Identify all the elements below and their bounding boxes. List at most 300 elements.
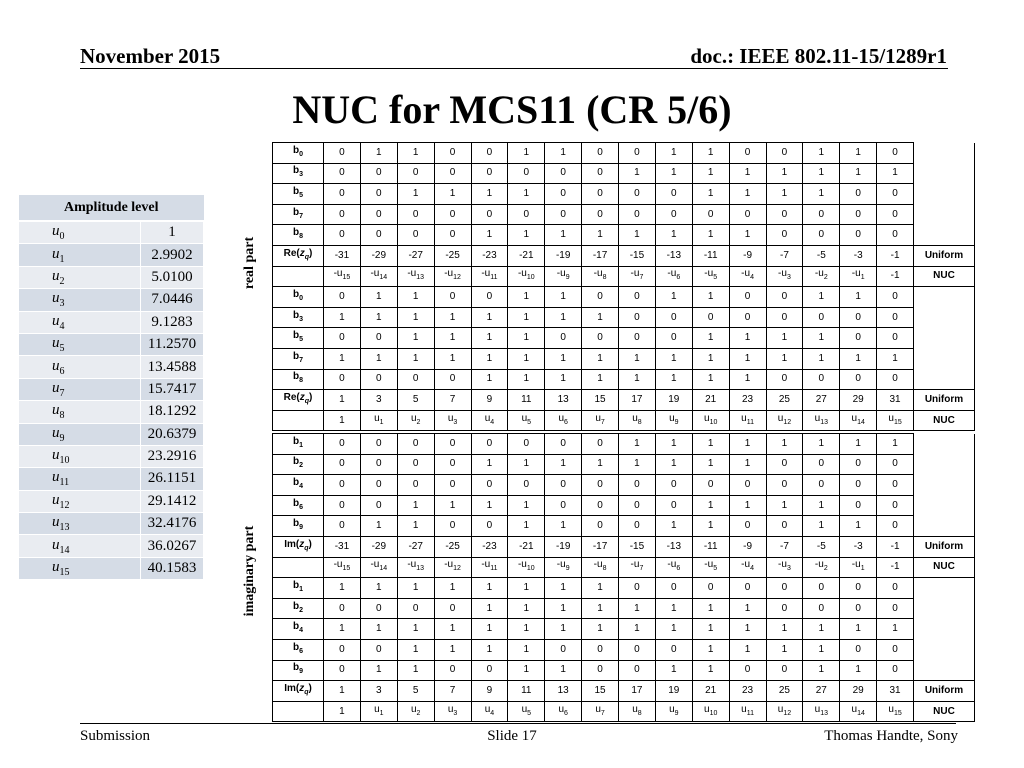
- imag-table-cell: 0: [619, 578, 656, 599]
- real-table-cell: -31: [324, 245, 361, 266]
- real-table-cell: 1: [508, 369, 545, 390]
- header-divider: [80, 68, 948, 69]
- imag-table-cell: 1: [545, 660, 582, 681]
- imag-table-mapping-type: [914, 434, 975, 455]
- real-table-cell: 0: [582, 184, 619, 205]
- real-table-cell: 17: [619, 390, 656, 411]
- real-table-cell: 1: [471, 328, 508, 349]
- real-table-cell: 1: [508, 184, 545, 205]
- real-table-cell: 1: [766, 328, 803, 349]
- imag-table-cell: 1: [803, 495, 840, 516]
- imag-table-cell: -21: [508, 536, 545, 557]
- imag-table-cell: 1: [324, 701, 361, 722]
- imag-table-cell: 1: [692, 619, 729, 640]
- imag-table-cell: $u_{10}$: [692, 701, 729, 722]
- real-part-label: real part: [242, 236, 257, 290]
- imag-table-cell: 0: [582, 516, 619, 537]
- real-table-row: [273, 369, 975, 390]
- imag-table-cell: 0: [619, 495, 656, 516]
- imag-table-cell: $u_6$: [545, 701, 582, 722]
- real-table-cell: 0: [582, 163, 619, 184]
- imag-table-cell: 1: [545, 598, 582, 619]
- real-table-cell: 1: [840, 143, 877, 164]
- real-table-cell: 0: [692, 204, 729, 225]
- imag-table-cell: 0: [729, 578, 766, 599]
- imag-table-row: [273, 536, 975, 557]
- imag-table-cell: $-u_{11}$: [471, 557, 508, 578]
- real-table-mapping-type: [914, 225, 975, 246]
- real-table-cell: 1: [545, 369, 582, 390]
- imag-table-cell: 0: [655, 475, 692, 496]
- imag-table-row: [273, 660, 975, 681]
- imag-table-cell: 1: [692, 598, 729, 619]
- real-table-cell: 1: [397, 328, 434, 349]
- real-table-cell: 0: [803, 307, 840, 328]
- imag-table-cell: $-u_6$: [655, 557, 692, 578]
- imag-table-cell: $u_2$: [397, 701, 434, 722]
- imag-table-cell: -1: [877, 536, 914, 557]
- real-table-cell: 0: [397, 225, 434, 246]
- imag-table-cell: 1: [508, 660, 545, 681]
- imag-table-cell: 0: [840, 639, 877, 660]
- real-table-cell: 1: [766, 163, 803, 184]
- real-table-row: [273, 328, 975, 349]
- real-table-cell: 3: [360, 390, 397, 411]
- amplitude-symbol: $u_{12}$: [19, 490, 141, 512]
- amplitude-value: 2.9902: [141, 244, 204, 266]
- real-table-cell: 1: [692, 225, 729, 246]
- real-table-cell: 0: [840, 328, 877, 349]
- real-table-cell: 9: [471, 390, 508, 411]
- real-table-cell: 19: [655, 390, 692, 411]
- real-table-cell: 1: [803, 184, 840, 205]
- imag-table-row-label: $b_2$: [273, 454, 324, 475]
- amplitude-row: [19, 289, 204, 311]
- imag-table-row: [273, 639, 975, 660]
- amplitude-symbol: $u_{15}$: [19, 557, 141, 579]
- real-table-cell: 0: [877, 287, 914, 308]
- imag-table-mapping-type: NUC: [914, 701, 975, 722]
- imag-table-cell: -13: [655, 536, 692, 557]
- real-table-cell: -15: [619, 245, 656, 266]
- imag-table-cell: 1: [397, 639, 434, 660]
- imag-table-cell: 1: [360, 660, 397, 681]
- imag-table-cell: 1: [729, 598, 766, 619]
- real-table-cell: 1: [803, 328, 840, 349]
- imag-table-cell: $u_7$: [582, 701, 619, 722]
- imag-table-row: [273, 701, 975, 722]
- imag-table-cell: $u_5$: [508, 701, 545, 722]
- real-table-cell: 1: [397, 287, 434, 308]
- imag-table-cell: 0: [324, 495, 361, 516]
- imag-table-cell: 0: [397, 475, 434, 496]
- real-table-cell: -19: [545, 245, 582, 266]
- imag-table-cell: 0: [729, 660, 766, 681]
- imag-table-cell: 0: [692, 578, 729, 599]
- real-table-cell: 1: [545, 143, 582, 164]
- amplitude-row: [19, 445, 204, 467]
- real-table-cell: $u_1$: [360, 410, 397, 431]
- real-table-cell: 0: [803, 204, 840, 225]
- imag-table-row: [273, 516, 975, 537]
- imag-table-cell: 0: [582, 434, 619, 455]
- imag-table-row-label: $b_1$: [273, 578, 324, 599]
- real-table-mapping-type: Uniform: [914, 390, 975, 411]
- header-doc-id: doc.: IEEE 802.11-15/1289r1: [690, 44, 947, 68]
- real-table-cell: 0: [582, 204, 619, 225]
- amplitude-value: 26.1151: [141, 468, 204, 490]
- imag-table-cell: 0: [471, 516, 508, 537]
- real-table-cell: 0: [619, 184, 656, 205]
- imag-table-cell: 0: [434, 598, 471, 619]
- amplitude-symbol: $u_3$: [19, 289, 141, 311]
- real-table-cell: 0: [582, 143, 619, 164]
- imag-table-cell: 0: [877, 578, 914, 599]
- imag-table-cell: 0: [582, 495, 619, 516]
- real-table-cell: 1: [729, 328, 766, 349]
- real-table-cell: 1: [471, 348, 508, 369]
- real-table-cell: 1: [434, 307, 471, 328]
- imag-table-cell: 1: [582, 578, 619, 599]
- amplitude-value: 32.4176: [141, 513, 204, 535]
- real-table-cell: 0: [360, 184, 397, 205]
- real-table-cell: 0: [360, 328, 397, 349]
- imag-table-cell: 0: [840, 454, 877, 475]
- imag-table-cell: 1: [840, 660, 877, 681]
- real-table-cell: 0: [655, 328, 692, 349]
- real-table-cell: 1: [545, 348, 582, 369]
- real-table-cell: 0: [877, 184, 914, 205]
- real-table-cell: 1: [397, 184, 434, 205]
- imag-table-row: [273, 557, 975, 578]
- real-table-row: [273, 410, 975, 431]
- real-table-mapping-type: [914, 184, 975, 205]
- imag-table-cell: 0: [324, 639, 361, 660]
- imag-table-cell: 0: [803, 598, 840, 619]
- real-table-row-label: $b_3$: [273, 163, 324, 184]
- imag-table-cell: 0: [729, 516, 766, 537]
- imaginary-part-label: imaginary part: [242, 525, 257, 617]
- real-table-cell: 0: [545, 328, 582, 349]
- real-table-cell: 0: [729, 287, 766, 308]
- imag-table-cell: 1: [803, 639, 840, 660]
- real-table-cell: $u_8$: [619, 410, 656, 431]
- amplitude-value: 13.4588: [141, 356, 204, 378]
- real-table-cell: 1: [840, 287, 877, 308]
- imag-table-cell: 1: [324, 619, 361, 640]
- imag-table-cell: 0: [840, 475, 877, 496]
- real-table-row-label: $b_0$: [273, 143, 324, 164]
- real-table-cell: 31: [877, 390, 914, 411]
- real-table-mapping-type: [914, 163, 975, 184]
- real-table-row-label: $b_7$: [273, 348, 324, 369]
- imag-table-cell: 29: [840, 681, 877, 702]
- imag-table-cell: -23: [471, 536, 508, 557]
- real-table-cell: 0: [655, 307, 692, 328]
- real-table-cell: $u_6$: [545, 410, 582, 431]
- imag-table-cell: 3: [360, 681, 397, 702]
- real-table-mapping-type: [914, 348, 975, 369]
- imag-table-cell: 1: [582, 598, 619, 619]
- real-table-cell: 5: [397, 390, 434, 411]
- imag-table-cell: 0: [877, 495, 914, 516]
- real-table-cell: 1: [324, 410, 361, 431]
- real-table-cell: 1: [434, 348, 471, 369]
- real-table-cell: 1: [619, 225, 656, 246]
- real-table-cell: 0: [803, 369, 840, 390]
- real-table-cell: -1: [877, 245, 914, 266]
- imag-table-cell: 1: [729, 639, 766, 660]
- imag-table-cell: 0: [803, 475, 840, 496]
- real-table-cell: 1: [655, 287, 692, 308]
- imag-table-cell: 0: [877, 516, 914, 537]
- real-table-cell: 1: [877, 163, 914, 184]
- imag-table-cell: 1: [619, 598, 656, 619]
- amplitude-row: [19, 378, 204, 400]
- real-table-cell: 1: [582, 307, 619, 328]
- imag-table-mapping-type: [914, 598, 975, 619]
- imag-table-cell: 0: [840, 578, 877, 599]
- imag-table-cell: 1: [545, 578, 582, 599]
- real-table-cell: 1: [471, 225, 508, 246]
- amplitude-value: 7.0446: [141, 289, 204, 311]
- amplitude-row: [19, 423, 204, 445]
- amplitude-value: 1: [141, 221, 204, 244]
- imag-table-cell: 0: [582, 639, 619, 660]
- real-table-cell: 0: [766, 225, 803, 246]
- real-table-cell: 0: [324, 143, 361, 164]
- imag-table-cell: $-u_9$: [545, 557, 582, 578]
- imag-table-cell: 0: [397, 454, 434, 475]
- imag-table-cell: $-u_1$: [840, 557, 877, 578]
- amplitude-row: [19, 311, 204, 333]
- real-table-cell: $u_{12}$: [766, 410, 803, 431]
- imag-table-row-label: $b_2$: [273, 598, 324, 619]
- imag-table-cell: 1: [545, 619, 582, 640]
- amplitude-symbol: $u_{13}$: [19, 513, 141, 535]
- real-table-cell: 11: [508, 390, 545, 411]
- imag-table-cell: 0: [766, 475, 803, 496]
- real-table-cell: 1: [508, 287, 545, 308]
- imag-table-cell: 1: [545, 454, 582, 475]
- imag-table-cell: 0: [877, 475, 914, 496]
- imag-table-cell: $u_8$: [619, 701, 656, 722]
- imag-table-cell: 1: [655, 454, 692, 475]
- imag-table-cell: 0: [766, 578, 803, 599]
- imag-table-cell: $-u_8$: [582, 557, 619, 578]
- real-table-row-label: $b_3$: [273, 307, 324, 328]
- real-part-mapping-table: [272, 142, 975, 431]
- real-table-row: [273, 307, 975, 328]
- amplitude-value: 23.2916: [141, 445, 204, 467]
- real-table-cell: $u_5$: [508, 410, 545, 431]
- imag-table-cell: 1: [766, 495, 803, 516]
- imag-table-cell: 1: [360, 578, 397, 599]
- imag-table-cell: 1: [508, 619, 545, 640]
- imag-table-cell: 0: [877, 598, 914, 619]
- imag-table-cell: 1: [508, 454, 545, 475]
- imag-table-cell: 0: [360, 434, 397, 455]
- real-table-cell: 1: [582, 369, 619, 390]
- real-table-row-label: $b_8$: [273, 225, 324, 246]
- imag-table-cell: 1: [582, 619, 619, 640]
- real-table-cell: 0: [877, 225, 914, 246]
- imag-table-row-label: $b_6$: [273, 495, 324, 516]
- real-table-cell: 0: [434, 225, 471, 246]
- amplitude-symbol: $u_{11}$: [19, 468, 141, 490]
- real-table-row-label: $b_0$: [273, 287, 324, 308]
- real-table-cell: 1: [729, 163, 766, 184]
- real-table-cell: $-u_6$: [655, 266, 692, 287]
- amplitude-symbol: $u_8$: [19, 401, 141, 423]
- imag-table-cell: -31: [324, 536, 361, 557]
- real-table-cell: 0: [324, 328, 361, 349]
- imag-table-mapping-type: NUC: [914, 557, 975, 578]
- imag-table-cell: -5: [803, 536, 840, 557]
- imag-table-cell: -11: [692, 536, 729, 557]
- real-table-cell: 0: [324, 225, 361, 246]
- real-table-cell: 0: [434, 143, 471, 164]
- imag-table-cell: 0: [545, 639, 582, 660]
- imag-table-cell: 1: [619, 454, 656, 475]
- real-table-cell: -27: [397, 245, 434, 266]
- real-table-cell: 1: [360, 348, 397, 369]
- imag-table-cell: 0: [434, 475, 471, 496]
- real-table-cell: 1: [360, 287, 397, 308]
- real-table-cell: 0: [582, 328, 619, 349]
- real-table-cell: 1: [692, 184, 729, 205]
- imag-table-mapping-type: [914, 660, 975, 681]
- real-table-cell: 0: [434, 163, 471, 184]
- amplitude-row: [19, 535, 204, 557]
- real-table-cell: $-u_9$: [545, 266, 582, 287]
- real-table-cell: 0: [324, 204, 361, 225]
- imag-table-cell: 1: [803, 619, 840, 640]
- real-table-cell: -13: [655, 245, 692, 266]
- real-table-cell: $-u_{13}$: [397, 266, 434, 287]
- real-table-cell: 0: [877, 143, 914, 164]
- imag-table-cell: 1: [877, 434, 914, 455]
- imag-table-cell: 0: [582, 660, 619, 681]
- real-table-cell: 0: [324, 163, 361, 184]
- imag-table-cell: 1: [360, 619, 397, 640]
- real-table-row-label: [273, 410, 324, 431]
- footer-submission: Submission: [80, 728, 151, 744]
- imag-table-cell: 0: [766, 598, 803, 619]
- real-table-mapping-type: [914, 328, 975, 349]
- imag-table-cell: 1: [655, 516, 692, 537]
- imag-table-cell: 0: [508, 475, 545, 496]
- imag-table-cell: 0: [877, 454, 914, 475]
- imag-table-cell: 19: [655, 681, 692, 702]
- imag-table-cell: 0: [324, 475, 361, 496]
- imag-table-row-label: $Im(z_q)$: [273, 681, 324, 702]
- imag-table-cell: 1: [582, 454, 619, 475]
- imag-table-cell: $u_1$: [360, 701, 397, 722]
- imag-table-row-label: $b_9$: [273, 660, 324, 681]
- imag-table-cell: 1: [471, 639, 508, 660]
- imag-table-cell: 1: [434, 639, 471, 660]
- real-table-cell: $-u_8$: [582, 266, 619, 287]
- real-table-cell: 0: [877, 307, 914, 328]
- real-table-cell: 1: [619, 163, 656, 184]
- real-table-cell: 1: [655, 225, 692, 246]
- imag-table-cell: 7: [434, 681, 471, 702]
- real-table-row-label: $Re(z_q)$: [273, 245, 324, 266]
- imag-table-cell: 1: [545, 516, 582, 537]
- real-table-cell: 1: [729, 225, 766, 246]
- imag-table-row: [273, 619, 975, 640]
- real-table-cell: 1: [471, 184, 508, 205]
- imag-table-cell: 1: [766, 639, 803, 660]
- imag-table-cell: 0: [397, 434, 434, 455]
- real-table-cell: 1: [545, 287, 582, 308]
- imag-table-cell: 1: [508, 598, 545, 619]
- real-table-cell: 0: [360, 369, 397, 390]
- real-table-cell: 0: [508, 163, 545, 184]
- imag-table-cell: 0: [877, 660, 914, 681]
- real-table-cell: 1: [729, 184, 766, 205]
- imag-table-cell: 1: [766, 434, 803, 455]
- amplitude-table-heading: Amplitude level: [19, 195, 204, 221]
- imag-table-cell: 1: [655, 598, 692, 619]
- amplitude-symbol: $u_5$: [19, 333, 141, 355]
- imag-table-cell: 0: [766, 516, 803, 537]
- real-table-cell: $u_9$: [655, 410, 692, 431]
- real-table-cell: $-u_7$: [619, 266, 656, 287]
- amplitude-row: [19, 557, 204, 579]
- real-table-cell: 0: [766, 204, 803, 225]
- real-table-cell: 0: [582, 287, 619, 308]
- imag-table-cell: 0: [434, 516, 471, 537]
- real-table-cell: -17: [582, 245, 619, 266]
- real-table-cell: 1: [545, 307, 582, 328]
- imag-table-cell: -25: [434, 536, 471, 557]
- amplitude-symbol: $u_{10}$: [19, 445, 141, 467]
- amplitude-row: [19, 266, 204, 288]
- imag-table-cell: 1: [471, 619, 508, 640]
- real-table-cell: 1: [692, 143, 729, 164]
- real-table-row-label: $b_5$: [273, 328, 324, 349]
- real-table-cell: 0: [545, 184, 582, 205]
- imag-table-cell: 1: [397, 619, 434, 640]
- real-table-cell: 1: [766, 348, 803, 369]
- real-table-cell: 0: [766, 287, 803, 308]
- imag-table-row: [273, 598, 975, 619]
- imag-table-cell: $u_{13}$: [803, 701, 840, 722]
- imag-table-mapping-type: [914, 516, 975, 537]
- imag-table-cell: -19: [545, 536, 582, 557]
- real-table-cell: 0: [619, 143, 656, 164]
- real-table-cell: 1: [508, 348, 545, 369]
- real-table-row: [273, 390, 975, 411]
- imag-table-row-label: [273, 701, 324, 722]
- real-table-cell: 23: [729, 390, 766, 411]
- real-table-cell: 0: [545, 163, 582, 184]
- real-table-cell: 1: [471, 369, 508, 390]
- real-table-cell: 0: [324, 369, 361, 390]
- imag-table-row: [273, 495, 975, 516]
- real-table-cell: 29: [840, 390, 877, 411]
- imag-table-cell: 0: [619, 475, 656, 496]
- imag-table-row: [273, 434, 975, 455]
- real-table-row: [273, 245, 975, 266]
- imag-table-mapping-type: Uniform: [914, 681, 975, 702]
- imag-table-cell: 0: [360, 454, 397, 475]
- real-table-cell: 1: [508, 143, 545, 164]
- real-table-cell: 1: [840, 348, 877, 369]
- imag-table-cell: 21: [692, 681, 729, 702]
